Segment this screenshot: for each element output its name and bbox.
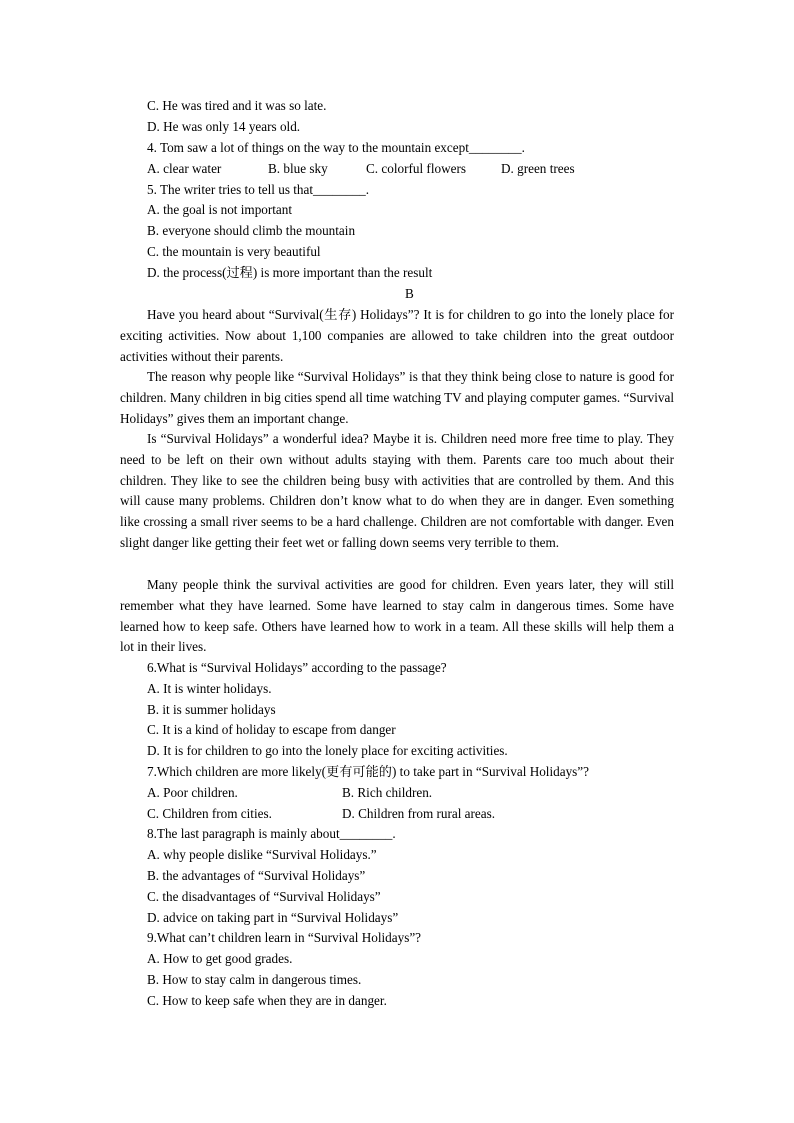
q4-stem: 4. Tom saw a lot of things on the way to the mountain except________. (147, 140, 525, 155)
q5-option-a: A. the goal is not important (147, 202, 293, 217)
q9-option-a: A. How to get good grades. (147, 951, 293, 966)
q9-option-c: C. How to keep safe when they are in danger. (147, 993, 387, 1008)
q3-option-d: D. He was only 14 years old. (147, 119, 301, 134)
q8-option-c: C. the disadvantages of “Survival Holidays” (147, 889, 381, 904)
q7-option-a: A. Poor children. (147, 785, 238, 800)
q7-option-c: C. Children from cities. (147, 806, 272, 821)
q9-option-b: B. How to stay calm in dangerous times. (147, 972, 362, 987)
q7-option-b: B. Rich children. (342, 785, 433, 800)
section-label: B (405, 286, 414, 301)
q7-stem: 7.Which children are more likely(更有可能的) to take part in “Survival Holidays”? (147, 764, 590, 779)
q4-option-b: B. blue sky (268, 161, 328, 176)
q5-option-d: D. the process(过程) is more important than the result (147, 265, 433, 280)
q8-stem: 8.The last paragraph is mainly about________. (147, 826, 396, 841)
q9-stem: 9.What can’t children learn in “Survival Holidays”? (147, 930, 422, 945)
q6-option-d: D. It is for children to go into the lonely place for exciting activities. (147, 743, 508, 758)
q4-option-d: D. green trees (501, 161, 575, 176)
q8-option-d: D. advice on taking part in “Survival Holidays” (147, 910, 399, 925)
passage-paragraph-3: Is “Survival Holidays” a wonderful idea? Maybe it is. Children need more free time to play. They need to be left on their own without adults staying with them. Parents care too much about their children. They like to see the children being busy with activities that are controlled by them. And this will cause many problems. Children don’t know what to do when they are in danger. Even something like crossing a small river seems to be a hard challenge. Children are not comfortable with danger. Even slight danger like getting their feet wet or falling down seems very terrible to them. (120, 431, 674, 550)
q6-option-b: B. it is summer holidays (147, 702, 276, 717)
q5-option-c: C. the mountain is very beautiful (147, 244, 321, 259)
passage-paragraph-1: Have you heard about “Survival(生存) Holidays”? It is for children to go into the lonely place for exciting activities. Now about 1,100 companies are allowed to take children into the great outdoor activities without their parents. (120, 307, 674, 364)
passage-paragraph-2: The reason why people like “Survival Holidays” is that they think being close to nature is good for children. Many children in big cities spend all time watching TV and playing computer games. “Survival Holidays” gives them an important change. (120, 369, 674, 426)
q6-stem: 6.What is “Survival Holidays” according to the passage? (147, 660, 447, 675)
q6-option-a: A. It is winter holidays. (147, 681, 272, 696)
q4-option-a: A. clear water (147, 161, 222, 176)
q3-option-c: C. He was tired and it was so late. (147, 98, 327, 113)
q6-option-c: C. It is a kind of holiday to escape from danger (147, 722, 396, 737)
q4-option-c: C. colorful flowers (366, 161, 466, 176)
q5-option-b: B. everyone should climb the mountain (147, 223, 356, 238)
passage-paragraph-4: Many people think the survival activities are good for children. Even years later, they will still remember what they have learned. Some have learned to stay calm in dangerous times. Some have learned how to keep safe. Others have learned how to work in a team. All these skills will help them a lot in their lives. (120, 577, 674, 655)
q8-option-b: B. the advantages of “Survival Holidays” (147, 868, 366, 883)
q5-stem: 5. The writer tries to tell us that________. (147, 182, 370, 197)
q7-option-d: D. Children from rural areas. (342, 806, 496, 821)
q8-option-a: A. why people dislike “Survival Holidays.” (147, 847, 377, 862)
